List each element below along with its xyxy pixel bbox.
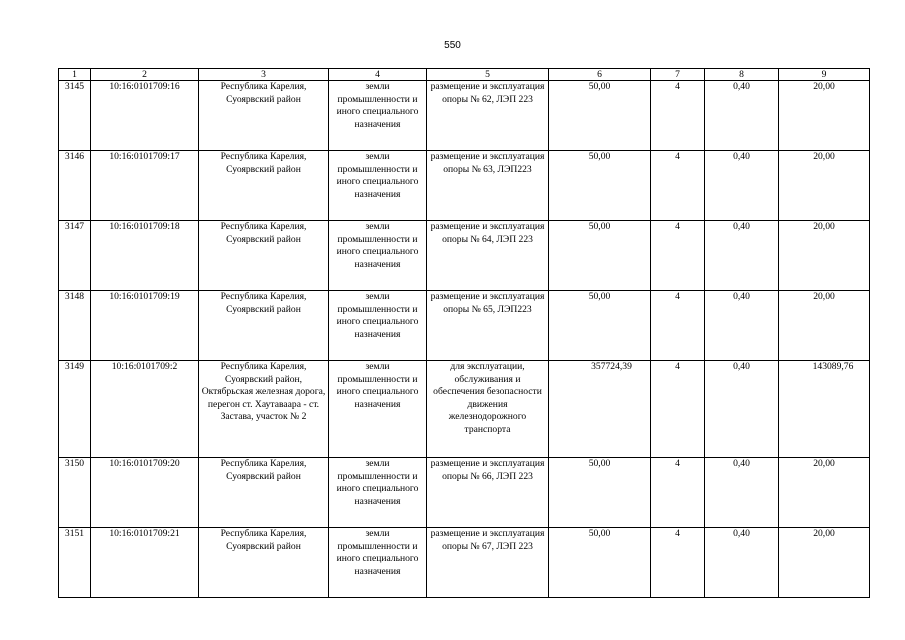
permitted-use-cell: размещение и эксплуатация опоры № 65, ЛЭП223 <box>427 291 549 361</box>
table-row <box>59 151 870 221</box>
row-number-cell: 3146 <box>59 151 91 221</box>
column-header: 1 <box>59 69 91 81</box>
area-cell: 50,00 <box>549 528 651 598</box>
rate-cell: 0,40 <box>705 291 779 361</box>
cadastral-number-cell: 10:16:0101709:2 <box>91 361 199 458</box>
column-header: 6 <box>549 69 651 81</box>
land-registry-table <box>58 68 870 598</box>
permitted-use-cell: размещение и эксплуатация опоры № 66, ЛЭП 223 <box>427 458 549 528</box>
table-row <box>59 221 870 291</box>
value-cell: 20,00 <box>779 221 870 291</box>
value-cell: 143089,76 <box>779 361 870 458</box>
column-7-cell: 4 <box>651 291 705 361</box>
row-number-cell: 3148 <box>59 291 91 361</box>
location-cell: Республика Карелия, Суоярвский район <box>199 291 329 361</box>
location-cell: Республика Карелия, Суоярвский район, Октябрьская железная дорога, перегон ст. Хаутаваара - ст. Застава, участок № 2 <box>199 361 329 458</box>
value-cell: 20,00 <box>779 458 870 528</box>
land-category-cell: земли промышленности и иного специального назначения <box>329 221 427 291</box>
column-header: 7 <box>651 69 705 81</box>
value-cell: 20,00 <box>779 151 870 221</box>
row-number-cell: 3147 <box>59 221 91 291</box>
row-number-cell: 3151 <box>59 528 91 598</box>
column-7-cell: 4 <box>651 361 705 458</box>
rate-cell: 0,40 <box>705 528 779 598</box>
table-row <box>59 81 870 151</box>
column-7-cell: 4 <box>651 151 705 221</box>
table-row <box>59 458 870 528</box>
location-cell: Республика Карелия, Суоярвский район <box>199 151 329 221</box>
area-cell: 50,00 <box>549 291 651 361</box>
cadastral-number-cell: 10:16:0101709:20 <box>91 458 199 528</box>
cadastral-number-cell: 10:16:0101709:18 <box>91 221 199 291</box>
column-header: 5 <box>427 69 549 81</box>
column-header: 9 <box>779 69 870 81</box>
area-cell: 50,00 <box>549 221 651 291</box>
column-7-cell: 4 <box>651 458 705 528</box>
row-number-cell: 3145 <box>59 81 91 151</box>
permitted-use-cell: размещение и эксплуатация опоры № 63, ЛЭП223 <box>427 151 549 221</box>
value-cell: 20,00 <box>779 291 870 361</box>
column-7-cell: 4 <box>651 528 705 598</box>
page-number: 550 <box>444 40 461 51</box>
permitted-use-cell: для эксплуатации, обслуживания и обеспечения безопасности движения железнодорожного транспорта <box>427 361 549 458</box>
location-cell: Республика Карелия, Суоярвский район <box>199 221 329 291</box>
column-7-cell: 4 <box>651 81 705 151</box>
location-cell: Республика Карелия, Суоярвский район <box>199 458 329 528</box>
land-category-cell: земли промышленности и иного специального назначения <box>329 361 427 458</box>
row-number-cell: 3149 <box>59 361 91 458</box>
header-row <box>59 69 870 81</box>
area-cell: 50,00 <box>549 81 651 151</box>
area-cell: 50,00 <box>549 458 651 528</box>
cadastral-number-cell: 10:16:0101709:21 <box>91 528 199 598</box>
land-category-cell: земли промышленности и иного специального назначения <box>329 458 427 528</box>
rate-cell: 0,40 <box>705 151 779 221</box>
rate-cell: 0,40 <box>705 81 779 151</box>
column-header: 8 <box>705 69 779 81</box>
row-number-cell: 3150 <box>59 458 91 528</box>
table-row <box>59 361 870 458</box>
cadastral-number-cell: 10:16:0101709:17 <box>91 151 199 221</box>
rate-cell: 0,40 <box>705 458 779 528</box>
permitted-use-cell: размещение и эксплуатация опоры № 62, ЛЭП 223 <box>427 81 549 151</box>
column-7-cell: 4 <box>651 221 705 291</box>
column-header: 3 <box>199 69 329 81</box>
rate-cell: 0,40 <box>705 221 779 291</box>
land-category-cell: земли промышленности и иного специального назначения <box>329 151 427 221</box>
location-cell: Республика Карелия, Суоярвский район <box>199 81 329 151</box>
table-row <box>59 528 870 598</box>
column-header: 2 <box>91 69 199 81</box>
permitted-use-cell: размещение и эксплуатация опоры № 64, ЛЭП 223 <box>427 221 549 291</box>
land-category-cell: земли промышленности и иного специального назначения <box>329 81 427 151</box>
area-cell: 50,00 <box>549 151 651 221</box>
value-cell: 20,00 <box>779 528 870 598</box>
value-cell: 20,00 <box>779 81 870 151</box>
rate-cell: 0,40 <box>705 361 779 458</box>
column-header: 4 <box>329 69 427 81</box>
land-category-cell: земли промышленности и иного специального назначения <box>329 291 427 361</box>
permitted-use-cell: размещение и эксплуатация опоры № 67, ЛЭП 223 <box>427 528 549 598</box>
land-category-cell: земли промышленности и иного специального назначения <box>329 528 427 598</box>
location-cell: Республика Карелия, Суоярвский район <box>199 528 329 598</box>
area-cell: 357724,39 <box>549 361 651 458</box>
table-row <box>59 291 870 361</box>
cadastral-number-cell: 10:16:0101709:16 <box>91 81 199 151</box>
cadastral-number-cell: 10:16:0101709:19 <box>91 291 199 361</box>
